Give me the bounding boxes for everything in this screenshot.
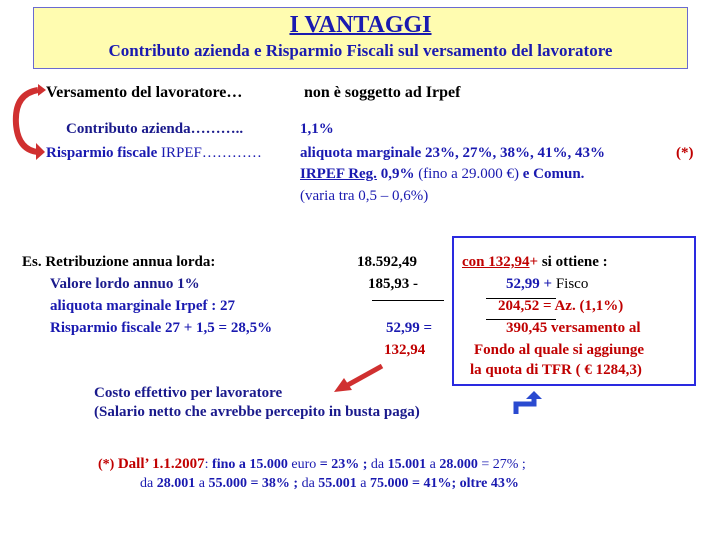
footnote-55000: 55.000	[208, 476, 247, 491]
result-fisco-value: 52,99 +	[506, 276, 556, 292]
valore-label: Valore lordo annuo 1%	[50, 276, 200, 292]
diagonal-arrow-icon	[330, 362, 386, 394]
result-line5: Fondo al quale si aggiunge	[474, 342, 645, 358]
result-line3: 204,52 = Az. (1,1%)	[498, 298, 624, 314]
costo-line1: Costo effettivo per lavoratore	[94, 385, 283, 401]
e-comun: e Comun.	[522, 166, 585, 182]
footnote-da-line2: da	[140, 476, 157, 491]
versamento-value: non è soggetto ad Irpef	[304, 84, 461, 101]
aliquota-text: aliquota marginale 23%, 27%, 38%, 41%, 43%	[300, 145, 606, 161]
risparmio-fiscale-value: 52,99 =	[386, 320, 433, 336]
sum-line	[372, 300, 444, 301]
footnote-dall: Dall’ 1.1.2007	[117, 456, 205, 472]
result-versamento: versamento al	[547, 320, 641, 336]
footnote-colon: :	[204, 457, 213, 472]
result-line2	[506, 276, 588, 293]
result-line1	[462, 254, 608, 271]
footnote-line1	[98, 456, 526, 473]
irpef-reg-fino: (fino a 29.000 €)	[414, 166, 519, 182]
footnote-fino: fino a 15.000	[212, 457, 288, 472]
bent-arrow-icon	[512, 390, 544, 416]
irpef-reg-row	[300, 166, 584, 183]
result-ottiene: si ottiene :	[541, 254, 608, 270]
page-title: I VANTAGGI	[289, 12, 432, 38]
total-value: 132,94	[384, 342, 426, 358]
footnote-eq41: = 41%; oltre 43%	[408, 476, 519, 491]
footnote-15001: 15.001	[387, 457, 427, 472]
result-total: 390,45	[506, 320, 548, 336]
footnote-a1: a	[426, 457, 440, 472]
footnote-75000: 75.000	[370, 476, 409, 491]
footnote-55001: 55.001	[318, 476, 357, 491]
aliquota-irpef-label: aliquota marginale Irpef : 27	[50, 298, 235, 314]
footnote-eq23: = 23% ;	[319, 457, 368, 472]
footnote-eq38: = 38% ;	[246, 476, 302, 491]
result-con: con 132,94	[462, 254, 530, 270]
footnote-line2	[140, 476, 519, 492]
irpef-reg-value: 0,9%	[376, 166, 415, 182]
footnote-28001: 28.001	[156, 476, 196, 491]
footnote-euro: euro	[287, 457, 320, 472]
result-line6: la quota di TFR ( € 1284,3)	[470, 362, 642, 378]
risparmio-fiscale-label: Risparmio fiscale 27 + 1,5 = 28,5%	[50, 320, 273, 336]
footnote-a3: a	[356, 476, 371, 491]
footnote-28000: 28.000	[439, 457, 478, 472]
aliquota-note: (*)	[676, 145, 694, 161]
retribuzione-label: Es. Retribuzione annua lorda:	[22, 254, 216, 270]
contributo-value: 1,1%	[300, 121, 334, 137]
valore-value: 185,93 -	[368, 276, 418, 292]
retribuzione-value: 18.592,49	[357, 254, 417, 270]
risparmio-row	[46, 145, 262, 162]
result-fisco-label: Fisco	[555, 276, 589, 292]
contributo-label: Contributo azienda………..	[66, 121, 244, 137]
footnote-a2: a	[195, 476, 209, 491]
title-banner	[33, 7, 688, 69]
risparmio-irpef: IRPEF…………	[160, 145, 262, 161]
varia-text: (varia tra 0,5 – 0,6%)	[300, 188, 429, 204]
versamento-label: Versamento del lavoratore…	[46, 84, 243, 101]
contributo-row	[66, 121, 243, 138]
footnote-mark: (*)	[98, 457, 118, 472]
risparmio-label: Risparmio fiscale	[46, 145, 161, 161]
irpef-reg: IRPEF Reg.	[300, 166, 377, 182]
footnote-da2: da	[301, 476, 319, 491]
footnote-eq27: = 27% ;	[477, 457, 526, 472]
circular-arrow-icon	[8, 80, 46, 160]
result-line4	[506, 320, 641, 337]
costo-line2: (Salario netto che avrebbe percepito in busta paga)	[94, 404, 420, 420]
footnote-da1: da	[367, 457, 388, 472]
page-subtitle: Contributo azienda e Risparmio Fiscali sul versamento del lavoratore	[108, 41, 613, 60]
result-plus: +	[529, 254, 542, 270]
